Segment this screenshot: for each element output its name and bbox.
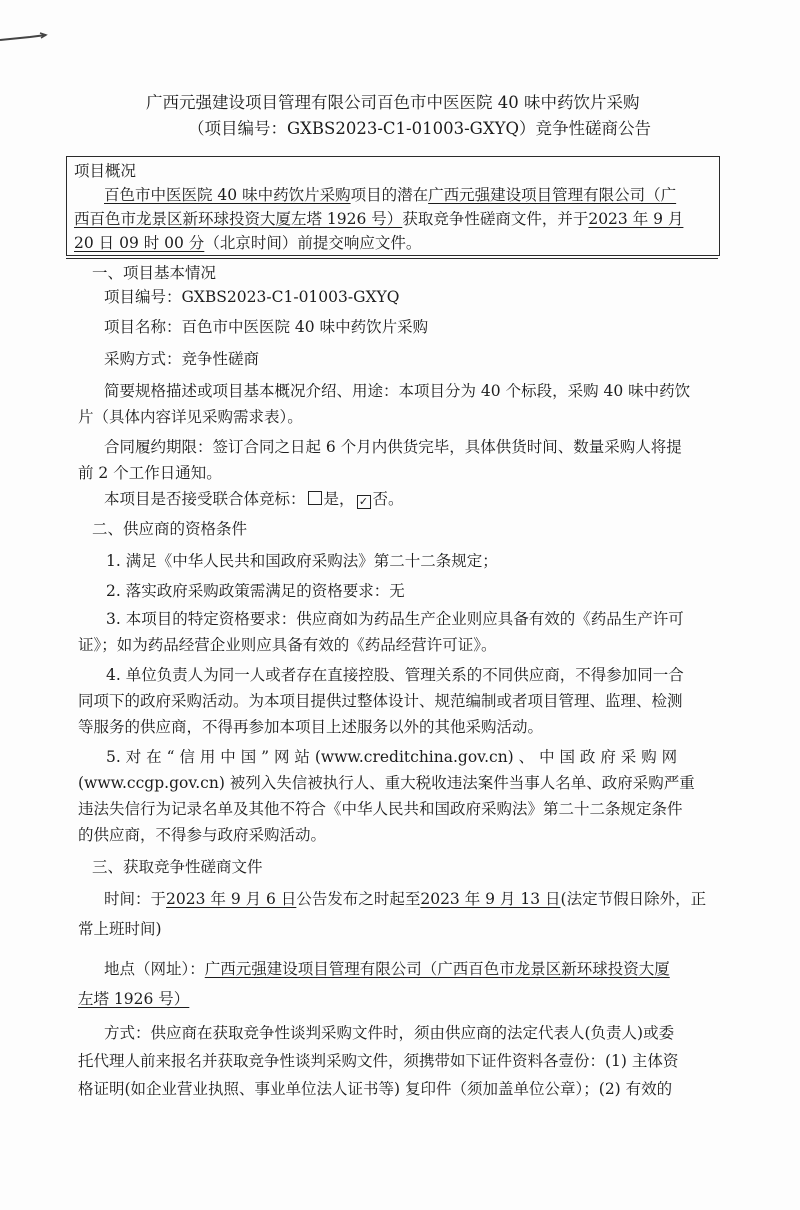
overview-deadline-date: 2023 年 9 月: [588, 210, 684, 228]
place-address-cont: 左塔 1926 号）: [78, 990, 190, 1008]
place-address: 广西元强建设项目管理有限公司（广西百色市龙景区新环球投资大厦: [204, 960, 670, 978]
overview-project-name: 百色市中医医院 40 味中药饮片采购: [104, 186, 351, 204]
way-line-3: 格证明(如企业营业执照、事业单位法人证书等) 复印件（须加盖单位公章）；(2) 有效的: [78, 1080, 673, 1098]
qualification-4-line-2: 同项下的政府采购活动。为本项目提供过整体设计、规范编制或者项目管理、监理、检测: [78, 692, 683, 710]
time-end: 2023 年 9 月 13 日: [420, 890, 561, 908]
section2-heading: 二、供应商的资格条件: [92, 520, 248, 538]
time-start: 2023 年 9 月 6 日: [166, 890, 297, 908]
desc-line-2: 片（具体内容详见采购需求表）。: [78, 408, 303, 426]
consortium-no-checkbox-checked: ✓: [357, 495, 371, 509]
overview-deadline-time: 20 日 09 时 00 分: [74, 234, 205, 252]
qualification-3-line-2: 证》；如为药品经营企业则应具备有效的《药品经营许可证》。: [78, 636, 497, 654]
overview-line-1: 百色市中医医院 40 味中药饮片采购项目的潜在广西元强建设项目管理有限公司（广: [104, 186, 677, 204]
qualification-4-line-1: 4. 单位负责人为同一人或者存在直接控股、管理关系的不同供应商，不得参加同一合: [106, 666, 684, 684]
project-number: 项目编号：GXBS2023-C1-01003-GXYQ: [104, 288, 400, 306]
contract-line-1: 合同履约期限：签订合同之日起 6 个月内供货完毕，具体供货时间、数量采购人将提: [104, 438, 682, 456]
desc-line-1: 简要规格描述或项目基本概况介绍、用途：本项目分为 40 个标段，采购 40 味中药饮: [104, 382, 691, 400]
overview-address: 西百色市龙景区新环球投资大厦左塔 1926 号）: [74, 210, 403, 228]
time-line-1: 时间：于2023 年 9 月 6 日公告发布之时起至2023 年 9 月 13 日(法定节假日除外，正: [104, 890, 707, 908]
procurement-method: 采购方式：竞争性磋商: [104, 350, 260, 368]
overview-line-3: 20 日 09 时 00 分（北京时间）前提交响应文件。: [74, 234, 422, 252]
section3-heading: 三、获取竞争性磋商文件: [92, 858, 263, 876]
qualification-5-line-2: (www.ccgp.gov.cn) 被列入失信被执行人、重大税收违法案件当事人名单、政府采购严重: [78, 774, 695, 792]
qualification-5-line-4: 的供应商，不得参与政府采购活动。: [78, 826, 327, 844]
overview-divider: [66, 258, 718, 259]
qualification-1: 1. 满足《中华人民共和国政府采购法》第二十二条规定；: [106, 552, 498, 570]
time-line-2: 常上班时间): [78, 920, 162, 938]
overview-line-2: 西百色市龙景区新环球投资大厦左塔 1926 号）获取竞争性磋商文件，并于2023 年 9 月: [74, 210, 684, 228]
title-line-2: （项目编号：GXBS2023-C1-01003-GXYQ）竞争性磋商公告: [188, 119, 652, 138]
contract-line-2: 前 2 个工作日通知。: [78, 464, 222, 482]
overview-agency: 广西元强建设项目管理有限公司（广: [428, 186, 677, 204]
qualification-5-line-1: 5. 对 在 “ 信 用 中 国 ” 网 站 (www.creditchina.gov.cn) 、 中 国 政 府 采 购 网: [106, 748, 678, 766]
way-line-2: 托代理人前来报名并获取竞争性谈判采购文件，须携带如下证件资料各壹份：(1) 主体资: [78, 1052, 679, 1070]
qualification-2: 2. 落实政府采购政策需满足的资格要求：无: [106, 582, 405, 600]
consortium-yes-checkbox: [308, 491, 322, 505]
qualification-4-line-3: 等服务的供应商，不得再参加本项目上述服务以外的其他采购活动。: [78, 718, 544, 736]
project-name: 项目名称：百色市中医医院 40 味中药饮片采购: [104, 318, 429, 336]
place-line-2: [78, 988, 189, 1010]
scan-edge-mark: [0, 30, 48, 44]
overview-heading: 项目概况: [74, 162, 137, 180]
way-line-1: 方式：供应商在获取竞争性谈判采购文件时，须由供应商的法定代表人(负责人)或委: [104, 1024, 675, 1042]
section1-heading: 一、项目基本情况: [92, 264, 217, 282]
qualification-3-line-1: 3. 本项目的特定资格要求：供应商如为药品生产企业则应具备有效的《药品生产许可: [106, 610, 684, 628]
place-line-1: 地点（网址）：广西元强建设项目管理有限公司（广西百色市龙景区新环球投资大厦: [104, 960, 670, 978]
title-line-1: 广西元强建设项目管理有限公司百色市中医医院 40 味中药饮片采购: [146, 93, 640, 112]
consortium-line: 本项目是否接受联合体竞标： 是， ✓ 否。: [104, 490, 404, 508]
qualification-5-line-3: 违法失信行为记录名单及其他不符合《中华人民共和国政府采购法》第二十二条规定条件: [78, 800, 683, 818]
